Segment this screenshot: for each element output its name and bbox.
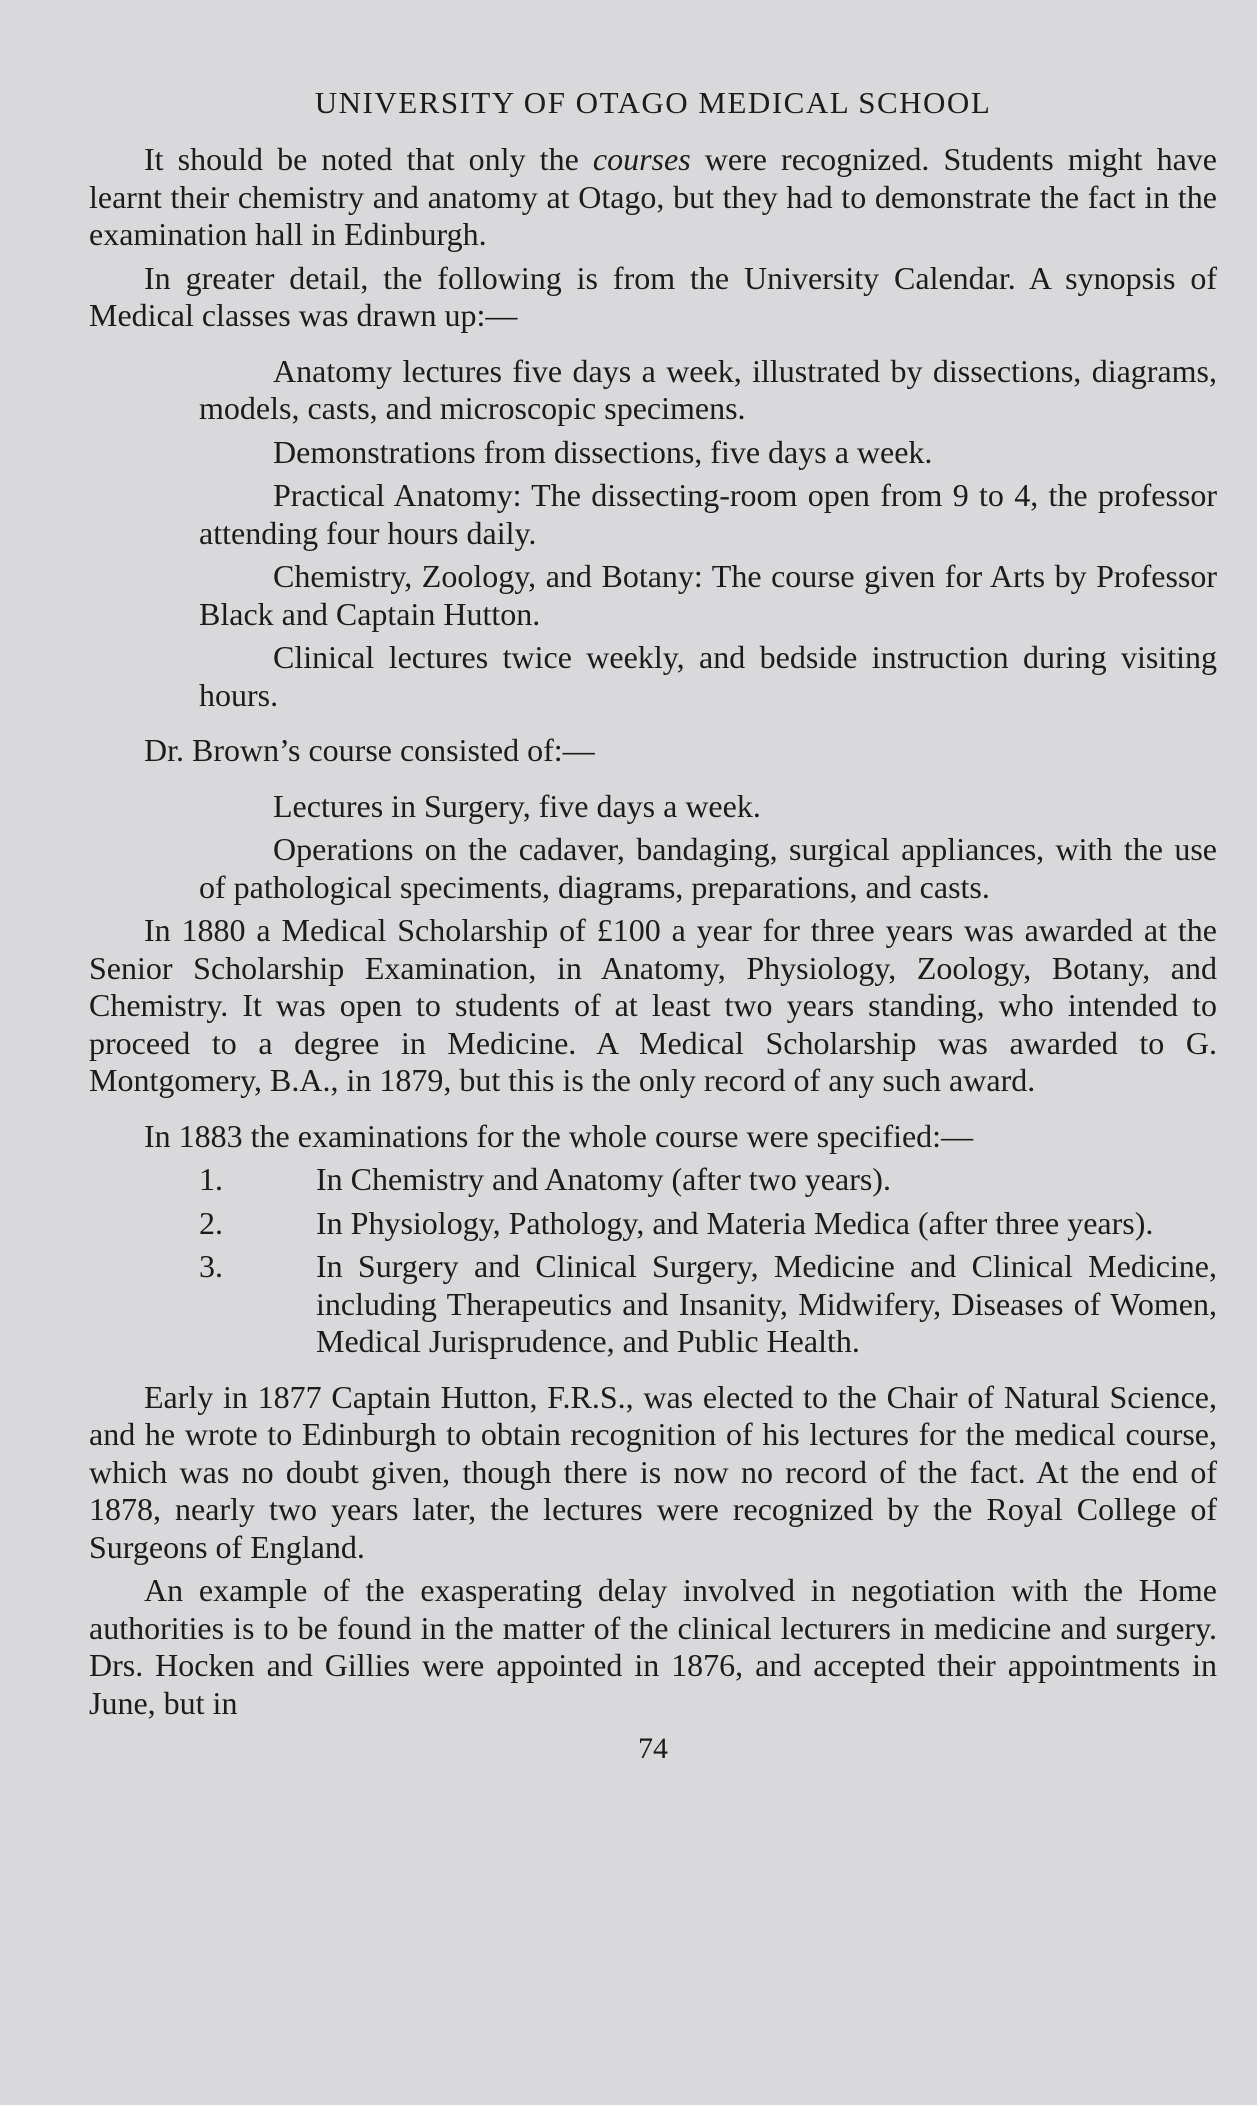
exams-list xyxy=(89,1161,1217,1361)
exam-text: In Surgery and Clinical Surgery, Medicine and Clinical Medicine, including Therapeutics and Insanity, Midwifery, Diseases of Women, Medical Jurisprudence, and Public Health. xyxy=(316,1248,1217,1360)
paragraph-hutton: Early in 1877 Captain Hutton, F.R.S., was elected to the Chair of Natural Science, and he wrote to Edinburgh to obtain recognition of his lectures for the medical course, which was no doubt given, though there is now no record of the fact. At the end of 1878, nearly two years later, the lectures were recognized by the Royal College of Surgeons of England. xyxy=(89,1378,1217,1565)
brown-course-item: Operations on the cadaver, bandaging, surgical appliances, with the use of pathological speciments, diagrams, preparations, and casts. xyxy=(199,831,1217,905)
exam-item xyxy=(89,1248,1217,1361)
synopsis-item: Practical Anatomy: The dissecting-room open from 9 to 4, the professor attending four hours daily. xyxy=(199,477,1217,551)
exam-text: In Physiology, Pathology, and Materia Medica (after three years). xyxy=(316,1204,1154,1241)
exam-item xyxy=(89,1205,1217,1243)
running-head: UNIVERSITY OF OTAGO MEDICAL SCHOOL xyxy=(314,85,992,120)
brown-course-item: Lectures in Surgery, five days a week. xyxy=(273,787,761,824)
synopsis-item: Clinical lectures twice weekly, and bedside instruction during visiting hours. xyxy=(199,639,1217,713)
page-number: 74 xyxy=(638,1732,668,1766)
exam-text: In Chemistry and Anatomy (after two years). xyxy=(316,1161,891,1198)
paragraph-brown-intro: Dr. Brown’s course consisted of:— xyxy=(144,732,595,769)
paragraph-text: were recognized. Students might have learnt their chemistry and anatomy at Otago, but they had to demonstrate the fact in the examination hall in Edinburgh. xyxy=(89,141,1218,253)
paragraph-delay: An example of the exasperating delay involved in negotiation with the Home authorities is to be found in the matter of the clinical lecturers in medicine and surgery. Drs. Hocken and Gillies were appointed in 1876, and accepted their appointments in June, but in xyxy=(89,1572,1217,1721)
synopsis-item: Demonstrations from dissections, five days a week. xyxy=(273,433,933,470)
paragraph-exams-intro: In 1883 the examinations for the whole course were specified:— xyxy=(144,1117,974,1154)
paragraph-calendar-intro: In greater detail, the following is from the University Calendar. A synopsis of Medical classes was drawn up:— xyxy=(89,259,1217,334)
paragraph-courses-recognized xyxy=(89,141,1217,254)
exam-number: 2. xyxy=(199,1204,223,1241)
exam-number: 3. xyxy=(199,1248,223,1285)
synopsis-item: Anatomy lectures five days a week, illustrated by dissections, diagrams, models, casts, and microscopic specimens. xyxy=(199,352,1217,427)
paragraph-scholarship: In 1880 a Medical Scholarship of £100 a year for three years was awarded at the Senior Scholarship Examination, in Anatomy, Physiology, Zoology, Botany, and Chemistry. It was open to students of at least two years standing, who intended to proceed to a degree in Medicine. A Medical Scholarship was awarded to G. Montgomery, B.A., in 1879, but this is the only record of any such award. xyxy=(89,912,1217,1099)
exam-number: 1. xyxy=(199,1161,223,1198)
emphasis-courses: courses xyxy=(592,141,691,178)
page-content xyxy=(89,84,1217,1766)
synopsis-item: Chemistry, Zoology, and Botany: The course given for Arts by Professor Black and Captain Hutton. xyxy=(199,558,1217,632)
exam-item xyxy=(89,1161,1217,1199)
paragraph-text: It should be noted that only the xyxy=(144,141,593,178)
